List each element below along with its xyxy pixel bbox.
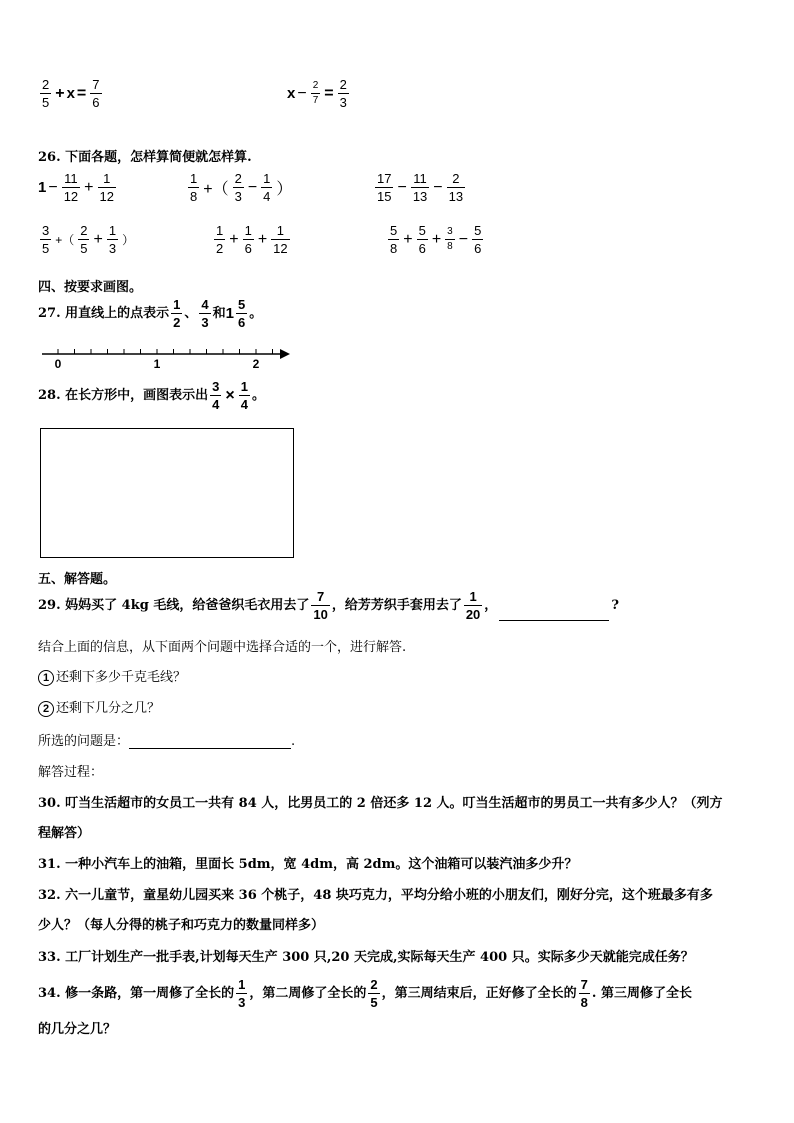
question-answer-blank[interactable] — [499, 604, 609, 621]
expression-1: 1 − $\frac{11}{12}$ + $\frac{1}{12}$ — [38, 171, 114, 204]
question-30-line-2: 程解答） — [38, 826, 91, 841]
expression-6: $\frac{5}{8}$ + $\frac{5}{6}$ + $\frac{3}{8}$ − $\frac{5}{6}$ — [390, 223, 482, 256]
expression-3: $\frac{17}{15}$ − $\frac{11}{13}$ − $\frac{2}{13}$ — [377, 171, 464, 204]
expression-5: $\frac{1}{2}$ + $\frac{1}{6}$ + $\frac{1}{12}$ — [216, 223, 288, 256]
section-5-heading: 五、解答题。 — [38, 572, 117, 587]
question-28: 28. 在长方形中，画图表示出 $\frac{3}{4}$ × $\frac{1}{4}$ 。 — [38, 379, 265, 412]
question-29-process-label: 解答过程： — [38, 765, 104, 780]
fraction: $\frac{7}{6}$ — [92, 77, 100, 110]
circled-number-1: 1 — [38, 670, 54, 686]
question-34: 34. 修一条路，第一周修了全长的 $\frac{1}{3}$ ，第二周修了全长的 $\frac{2}{5}$ ，第三周结束后，正好修了全长的 $\frac{7}{8}$ . 第三周修了全长 — [38, 977, 692, 1010]
fraction: $\frac{2}{5}$ — [42, 77, 50, 110]
fraction: $\frac{2}{7}$ — [312, 80, 319, 106]
tick-label-1: 1 — [153, 357, 161, 371]
equation-2: x − $\frac{2}{7}$ = $\frac{2}{3}$ — [287, 77, 347, 110]
choice-blank[interactable] — [129, 734, 291, 749]
question-29-option-1[interactable]: 1 还剩下多少千克毛线？ — [38, 666, 186, 686]
question-31: 31. 一种小汽车上的油箱，里面长 5dm，宽 4dm，高 2dm。这个油箱可以装汽油多少升？ — [38, 857, 578, 872]
fraction: $\frac{2}{3}$ — [339, 77, 347, 110]
question-30-line-1: 30. 叮当生活超市的女员工一共有 84 人，比男员工的 2 倍还多 12 人。叮当生活超市的男员工一共有多少人？（列方 — [38, 796, 723, 811]
question-29-choice: 所选的问题是： . — [38, 734, 296, 749]
question-29: 29. 妈妈买了 4kg 毛线，给爸爸织毛衣用去了 $\frac{7}{10}$ ，给芳芳织手套用去了 $\frac{1}{20}$ ， ? — [38, 589, 619, 622]
question-33: 33. 工厂计划生产一批手表,计划每天生产 300 只,20 天完成,实际每天生产 400 只。实际多少天就能完成任务？ — [38, 950, 694, 965]
question-27: 27. 用直线上的点表示 $\frac{1}{2}$ 、 $\frac{4}{3}$ 和1 $\frac{5}{6}$ 。 — [38, 297, 263, 330]
section-4-heading: 四、按要求画图。 — [38, 280, 143, 295]
question-29-option-2[interactable]: 2 还剩下几分之几？ — [38, 697, 160, 717]
number-line — [38, 340, 294, 374]
tick-label-2: 2 — [252, 357, 260, 371]
expression-4: $\frac{3}{5}$ +（ $\frac{2}{5}$ + $\frac{1}{3}$ ） — [42, 223, 135, 256]
question-32-line-1: 32. 六一儿童节，童星幼儿园买来 36 个桃子，48 块巧克力，平均分给小班的小朋友们，刚好分完，这个班最多有多 — [38, 888, 713, 903]
expression-2: $\frac{1}{8}$ +（ $\frac{2}{3}$ − $\frac{1}{4}$ ） — [190, 171, 293, 204]
drawing-rectangle[interactable] — [40, 428, 294, 558]
equation-1: $\frac{2}{5}$ + x = $\frac{7}{6}$ — [42, 77, 100, 110]
question-29-instructions: 结合上面的信息，从下面两个问题中选择合适的一个，进行解答. — [38, 640, 407, 655]
circled-number-2: 2 — [38, 701, 54, 717]
question-32-line-2: 少人？（每人分得的桃子和巧克力的数量同样多） — [38, 918, 325, 933]
tick-label-0: 0 — [54, 357, 62, 371]
question-26-title: 26. 下面各题，怎样算简便就怎样算. — [38, 150, 252, 165]
question-34-line-2: 的几分之几？ — [38, 1022, 117, 1037]
